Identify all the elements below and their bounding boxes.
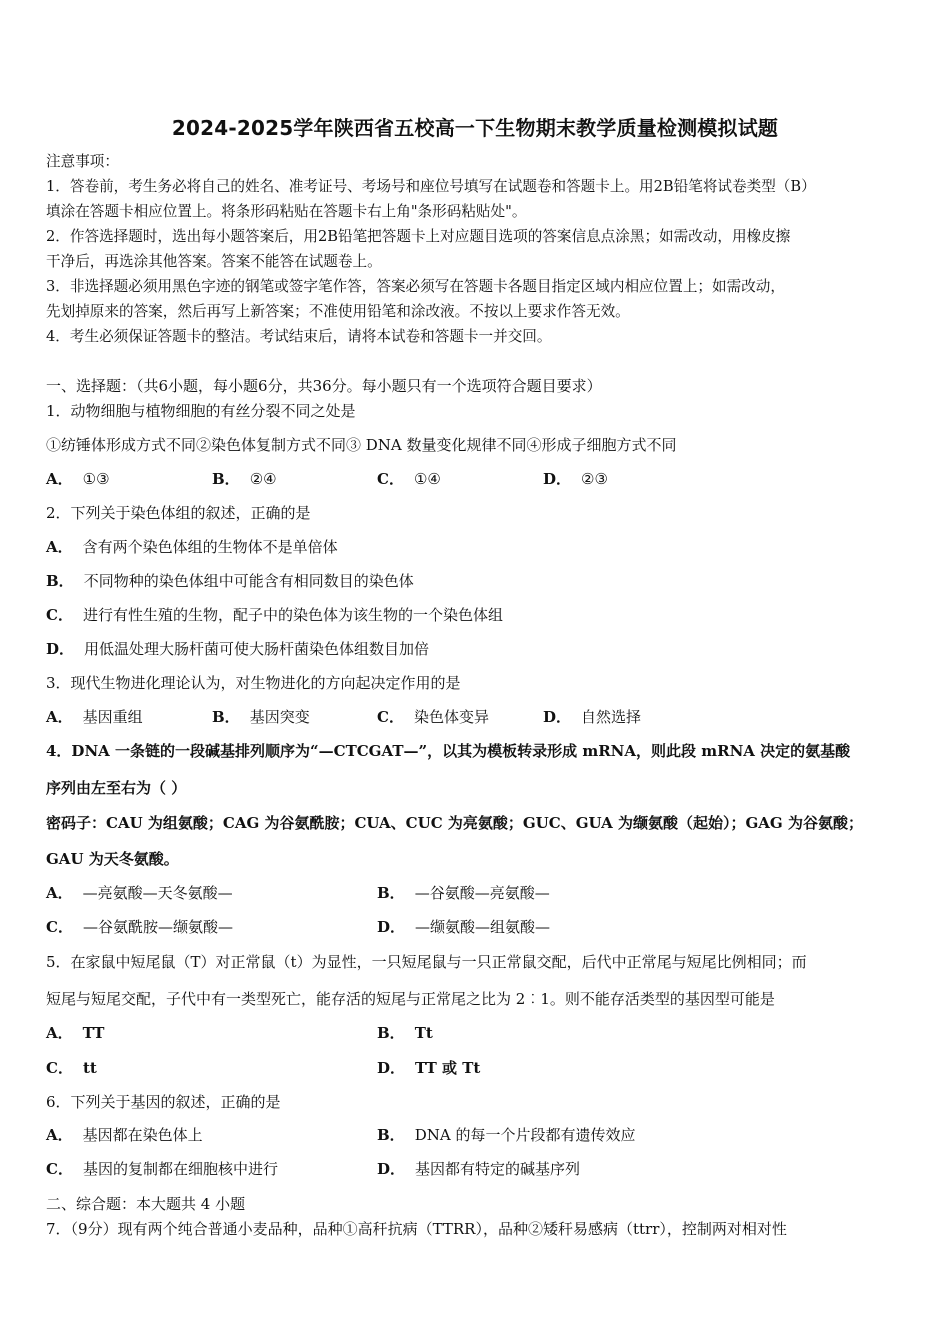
option-label: A． (46, 470, 73, 488)
q4-option-a[interactable] (46, 883, 233, 903)
q1-option-b[interactable] (212, 469, 277, 489)
notes-line: 3．非选择题必须用黑色字迹的钢笔或签字笔作答，答案必须写在答题卡各题目指定区域内相应位置上；如需改动， (46, 278, 785, 295)
notes-heading: 注意事项： (46, 153, 119, 170)
option-label: A． (46, 1024, 73, 1042)
q6-option-c[interactable] (46, 1159, 278, 1179)
page-title: 2024-2025学年陕西省五校高一下生物期末教学质量检测模拟试题 (171, 116, 779, 140)
option-label: C． (377, 708, 404, 726)
question-7-stem: 7．（9分）现有两个纯合普通小麦品种，品种①高秆抗病（TTRR），品种②矮秆易感病（ttrr），控制两对相对性 (46, 1220, 787, 1238)
q2-option-d[interactable] (46, 639, 429, 659)
section-heading: 一、选择题：（共6小题，每小题6分，共36分。每小题只有一个选项符合题目要求） (46, 377, 602, 395)
section-heading: 二、综合题：本大题共 4 小题 (46, 1195, 246, 1213)
q4-option-b[interactable] (377, 883, 550, 903)
option-label: A． (46, 538, 73, 556)
option-label: B． (46, 572, 74, 590)
q5-option-c[interactable] (46, 1058, 97, 1078)
option-text: DNA 的每一个片段都有遗传效应 (414, 1126, 636, 1144)
notes-line: 1．答卷前，考生务必将自己的姓名、准考证号、考场号和座位号填写在试题卷和答题卡上。用2B铅笔将试卷类型（B） (46, 178, 816, 195)
option-text: 基因都在染色体上 (82, 1126, 203, 1144)
option-label: B． (212, 470, 240, 488)
q6-option-d[interactable] (377, 1159, 580, 1179)
notes-line: 4．考生必须保证答题卡的整洁。考试结束后，请将本试卷和答题卡一并交回。 (46, 328, 552, 345)
option-text: 用低温处理大肠杆菌可使大肠杆菌染色体组数目加倍 (84, 640, 430, 658)
option-label: B． (377, 1126, 405, 1144)
question-1-statements: ①纺锤体形成方式不同②染色体复制方式不同③ DNA 数量变化规律不同④形成子细胞方式不同 (46, 436, 677, 454)
notes-line: 先划掉原来的答案，然后再写上新答案；不准使用铅笔和涂改液。不按以上要求作答无效。 (46, 303, 630, 320)
q3-option-a[interactable] (46, 707, 143, 727)
question-5-stem: 5．在家鼠中短尾鼠（T）对正常鼠（t）为显性，一只短尾鼠与一只正常鼠交配，后代中正常尾与短尾比例相同；而 (46, 953, 807, 971)
q5-option-d[interactable] (377, 1058, 480, 1078)
option-label: D． (377, 918, 406, 936)
option-text: TT 或 Tt (415, 1059, 481, 1077)
q4-option-c[interactable] (46, 917, 233, 937)
question-3-stem: 3．现代生物进化理论认为，对生物进化的方向起决定作用的是 (46, 674, 461, 692)
option-text: 基因都有特定的碱基序列 (415, 1160, 581, 1178)
option-text: 基因的复制都在细胞核中进行 (82, 1160, 278, 1178)
option-label: D． (377, 1059, 406, 1077)
q3-option-c[interactable] (377, 707, 489, 727)
codon-table-line: 密码子：CAU 为组氨酸；CAG 为谷氨酰胺；CUA、CUC 为亮氨酸；GUC、GUA 为缬氨酸（起始）；GAG 为谷氨酸； (46, 814, 863, 832)
question-5-stem-cont: 短尾与短尾交配，子代中有一类型死亡，能存活的短尾与正常尾之比为 2︰1。则不能存活类型的基因型可能是 (46, 990, 775, 1008)
q2-option-a[interactable] (46, 537, 338, 557)
option-text: 进行有性生殖的生物，配子中的染色体为该生物的一个染色体组 (82, 606, 503, 624)
option-label: B． (212, 708, 240, 726)
q5-option-a[interactable] (46, 1023, 104, 1043)
question-4-stem-cont: 序列由左至右为（ ） (46, 779, 187, 797)
option-text: —缬氨酸—组氨酸— (415, 918, 551, 936)
option-text: —亮氨酸—天冬氨酸— (82, 884, 233, 902)
option-label: D． (543, 708, 572, 726)
option-text: TT (82, 1024, 105, 1042)
q3-option-d[interactable] (543, 707, 641, 727)
option-label: A． (46, 708, 73, 726)
option-label: C． (46, 1160, 73, 1178)
option-text: —谷氨酰胺—缬氨酸— (82, 918, 233, 936)
option-text: Tt (414, 1024, 433, 1042)
option-text: ②④ (249, 470, 277, 488)
q3-option-b[interactable] (212, 707, 310, 727)
option-label: B． (377, 1024, 405, 1042)
option-text: tt (82, 1059, 97, 1077)
option-label: A． (46, 1126, 73, 1144)
q2-option-c[interactable] (46, 605, 503, 625)
notes-line: 填涂在答题卡相应位置上。将条形码粘贴在答题卡右上角"条形码粘贴处"。 (46, 203, 527, 220)
q1-option-d[interactable] (543, 469, 608, 489)
q5-option-b[interactable] (377, 1023, 433, 1043)
question-1-stem: 1．动物细胞与植物细胞的有丝分裂不同之处是 (46, 402, 356, 420)
option-label: C． (46, 606, 73, 624)
question-2-stem: 2．下列关于染色体组的叙述，正确的是 (46, 504, 311, 522)
option-text: 基因突变 (249, 708, 310, 726)
option-text: 不同物种的染色体组中可能含有相同数目的染色体 (83, 572, 414, 590)
option-label: D． (46, 640, 75, 658)
option-text: 染色体变异 (413, 708, 489, 726)
option-label: B． (377, 884, 405, 902)
option-text: ②③ (581, 470, 608, 488)
question-4-stem: 4．DNA 一条链的一段碱基排列顺序为“—CTCGAT—”，以其为模板转录形成 mRNA，则此段 mRNA 决定的氨基酸 (46, 742, 851, 760)
option-text: —谷氨酸—亮氨酸— (414, 884, 550, 902)
option-label: D． (377, 1160, 406, 1178)
option-label: C． (46, 918, 73, 936)
q6-option-a[interactable] (46, 1125, 203, 1145)
option-text: ①④ (413, 470, 441, 488)
option-text: ①③ (82, 470, 110, 488)
option-label: D． (543, 470, 572, 488)
q6-option-b[interactable] (377, 1125, 635, 1145)
question-6-stem: 6．下列关于基因的叙述，正确的是 (46, 1093, 281, 1111)
notes-line: 2．作答选择题时，选出每小题答案后，用2B铅笔把答题卡上对应题目选项的答案信息点涂黑；如需改动，用橡皮擦 (46, 228, 791, 245)
option-text: 自然选择 (581, 708, 642, 726)
q1-option-c[interactable] (377, 469, 441, 489)
q4-option-d[interactable] (377, 917, 550, 937)
codon-table-line: GAU 为天冬氨酸。 (46, 850, 179, 868)
option-label: C． (377, 470, 404, 488)
q2-option-b[interactable] (46, 571, 414, 591)
option-text: 含有两个染色体组的生物体不是单倍体 (82, 538, 338, 556)
notes-line: 干净后，再选涂其他答案。答案不能答在试题卷上。 (46, 253, 382, 270)
option-text: 基因重组 (82, 708, 143, 726)
option-label: C． (46, 1059, 73, 1077)
option-label: A． (46, 884, 73, 902)
q1-option-a[interactable] (46, 469, 110, 489)
